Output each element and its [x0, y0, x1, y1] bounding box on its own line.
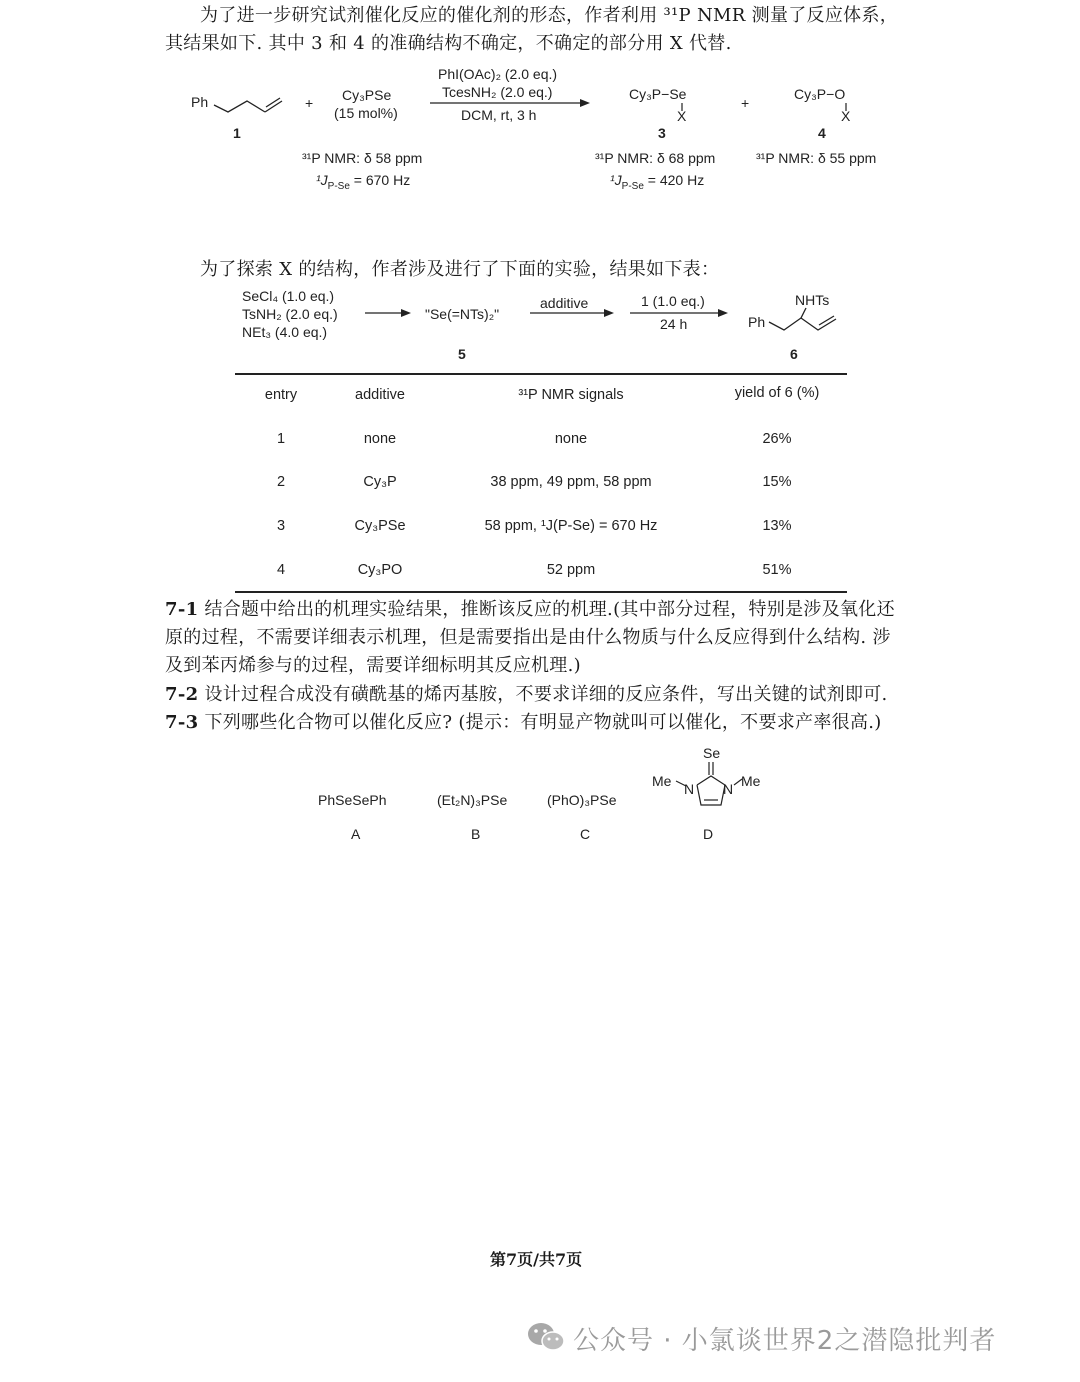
question-7-2: 7-2 设计过程合成没有磺酰基的烯丙基胺，不要求详细的反应条件，写出关键的试剂即可.: [165, 684, 888, 705]
nmr-product-4: ³¹P NMR: δ 55 ppm: [756, 150, 877, 166]
intro-line-1: 为了进一步研究试剂催化反应的催化剂的形态，作者利用 ³¹P NMR 测量了反应体系，: [200, 5, 899, 26]
reagent-net3: NEt₃ (4.0 eq.): [242, 324, 328, 340]
entry-cell: 2: [276, 474, 286, 490]
condition-oxidant: PhI(OAc)₂ (2.0 eq.): [438, 66, 558, 82]
plus-sign-2: +: [741, 95, 750, 111]
nmr-cell: 52 ppm: [546, 562, 596, 578]
watermark-text: 公众号 · 小氯谈世界2之潜隐批判者: [573, 1326, 997, 1356]
header-additive: additive: [355, 387, 405, 403]
page-number: 第7页/共7页: [490, 1250, 583, 1269]
nmr-catalyst: ³¹P NMR: δ 58 ppm: [302, 150, 423, 166]
additive-cell: none: [363, 431, 397, 447]
substrate-1-chain: [214, 101, 265, 112]
substrate-ph: Ph: [191, 94, 209, 110]
additive-cell: Cy₃PO: [357, 562, 403, 578]
choice-b-label: B: [471, 826, 481, 842]
product-6-nhts: NHTs: [795, 292, 830, 308]
nmr-cell: none: [554, 431, 588, 447]
nmr-product-3: ³¹P NMR: δ 68 ppm: [595, 150, 716, 166]
question-7-1: 7-1 结合题中给出的机理实验结果，推断该反应的机理.(其中部分过程，特别是涉及氧化还 原的过程，不需要详细表示机理，但是需要指出是由什么物质与什么反应得到什么结构. 涉 及到苯丙烯参与的过程，需要详细标明其反应机理.): [165, 599, 895, 676]
plus-sign-1: +: [305, 95, 314, 111]
question-7-3: 7-3 下列哪些化合物可以催化反应? (提示：有明显产物就叫可以催化，不要求产率很高.): [165, 712, 882, 733]
compound-d-ring: [697, 776, 725, 805]
product-6-chain: [769, 318, 836, 330]
intermediate-number-5: 5: [458, 346, 466, 362]
nmr-cell: 58 ppm, ¹J(P-Se) = 670 Hz: [484, 518, 658, 534]
table-top-rule: [235, 373, 847, 375]
product-4-formula: Cy₃P−O: [794, 86, 846, 102]
intermediate-5: "Se(=NTs)₂": [425, 306, 500, 322]
choice-b-formula: (Et₂N)₃PSe: [437, 792, 508, 808]
entry-cell: 4: [276, 562, 286, 578]
product-number-4: 4: [818, 125, 826, 141]
question-7-1-label: 7-1: [165, 599, 199, 620]
catalyst-loading: (15 mol%): [334, 105, 398, 121]
choice-d-me-left: Me: [652, 773, 672, 789]
table-bottom-rule: [235, 591, 847, 593]
product-6-ph: Ph: [748, 314, 766, 330]
choice-a-label: A: [351, 826, 361, 842]
choice-d-label: D: [703, 826, 714, 842]
additive-label: additive: [540, 295, 589, 311]
product-3-formula: Cy₃P−Se: [629, 86, 687, 102]
nmr-cell: 38 ppm, 49 ppm, 58 ppm: [490, 474, 652, 490]
entry-cell: 3: [276, 518, 286, 534]
product-number-6: 6: [790, 346, 798, 362]
choice-a-formula: PhSeSePh: [318, 792, 387, 808]
coupling-product-3: $^1J_{P-Se} = 420$ Hz: [610, 172, 705, 192]
additive-cell: Cy₃PSe: [354, 518, 406, 534]
product-number-3: 3: [658, 125, 666, 141]
additive-cell: Cy₃P: [363, 474, 397, 490]
header-nmr-signals: ³¹P NMR signals: [518, 387, 624, 403]
coupling-catalyst: $^1J_{P-Se} = 670$ Hz: [316, 172, 411, 192]
reagent-secl4: SeCl₄ (1.0 eq.): [242, 288, 335, 304]
condition-amine: TcesNH₂ (2.0 eq.): [442, 84, 553, 100]
product-6-nh-bond: [801, 308, 806, 318]
step-substrate: 1 (1.0 eq.): [641, 293, 705, 309]
wechat-icon: [526, 1320, 566, 1354]
substrate-number-1: 1: [233, 125, 241, 141]
condition-solvent: DCM, rt, 3 h: [461, 107, 537, 123]
catalyst-formula: Cy₃PSe: [342, 87, 392, 103]
yield-cell: 13%: [762, 518, 792, 534]
step-time: 24 h: [660, 316, 688, 332]
question-7-3-label: 7-3: [165, 712, 199, 733]
choice-d-se: Se: [703, 745, 721, 761]
choice-d-me-right: Me: [741, 773, 761, 789]
explore-sentence: 为了探索 X 的结构，作者涉及进行了下面的实验，结果如下表：: [200, 259, 720, 280]
entry-cell: 1: [276, 431, 286, 447]
yield-cell: 51%: [762, 562, 792, 578]
yield-cell: 26%: [762, 431, 792, 447]
choice-d-n-right: N: [723, 781, 734, 797]
header-entry: entry: [264, 387, 298, 403]
header-yield: yield of 6 (%): [734, 385, 820, 401]
yield-cell: 15%: [762, 474, 792, 490]
product-3-x: X: [677, 108, 687, 124]
choice-c-formula: (PhO)₃PSe: [547, 792, 617, 808]
choice-d-n-left: N: [684, 781, 695, 797]
choice-c-label: C: [580, 826, 591, 842]
intro-line-2: 其结果如下. 其中 3 和 4 的准确结构不确定，不确定的部分用 X 代替.: [165, 33, 732, 54]
question-7-2-label: 7-2: [165, 684, 199, 705]
reagent-tsnh2: TsNH₂ (2.0 eq.): [242, 306, 338, 322]
product-4-x: X: [841, 108, 851, 124]
